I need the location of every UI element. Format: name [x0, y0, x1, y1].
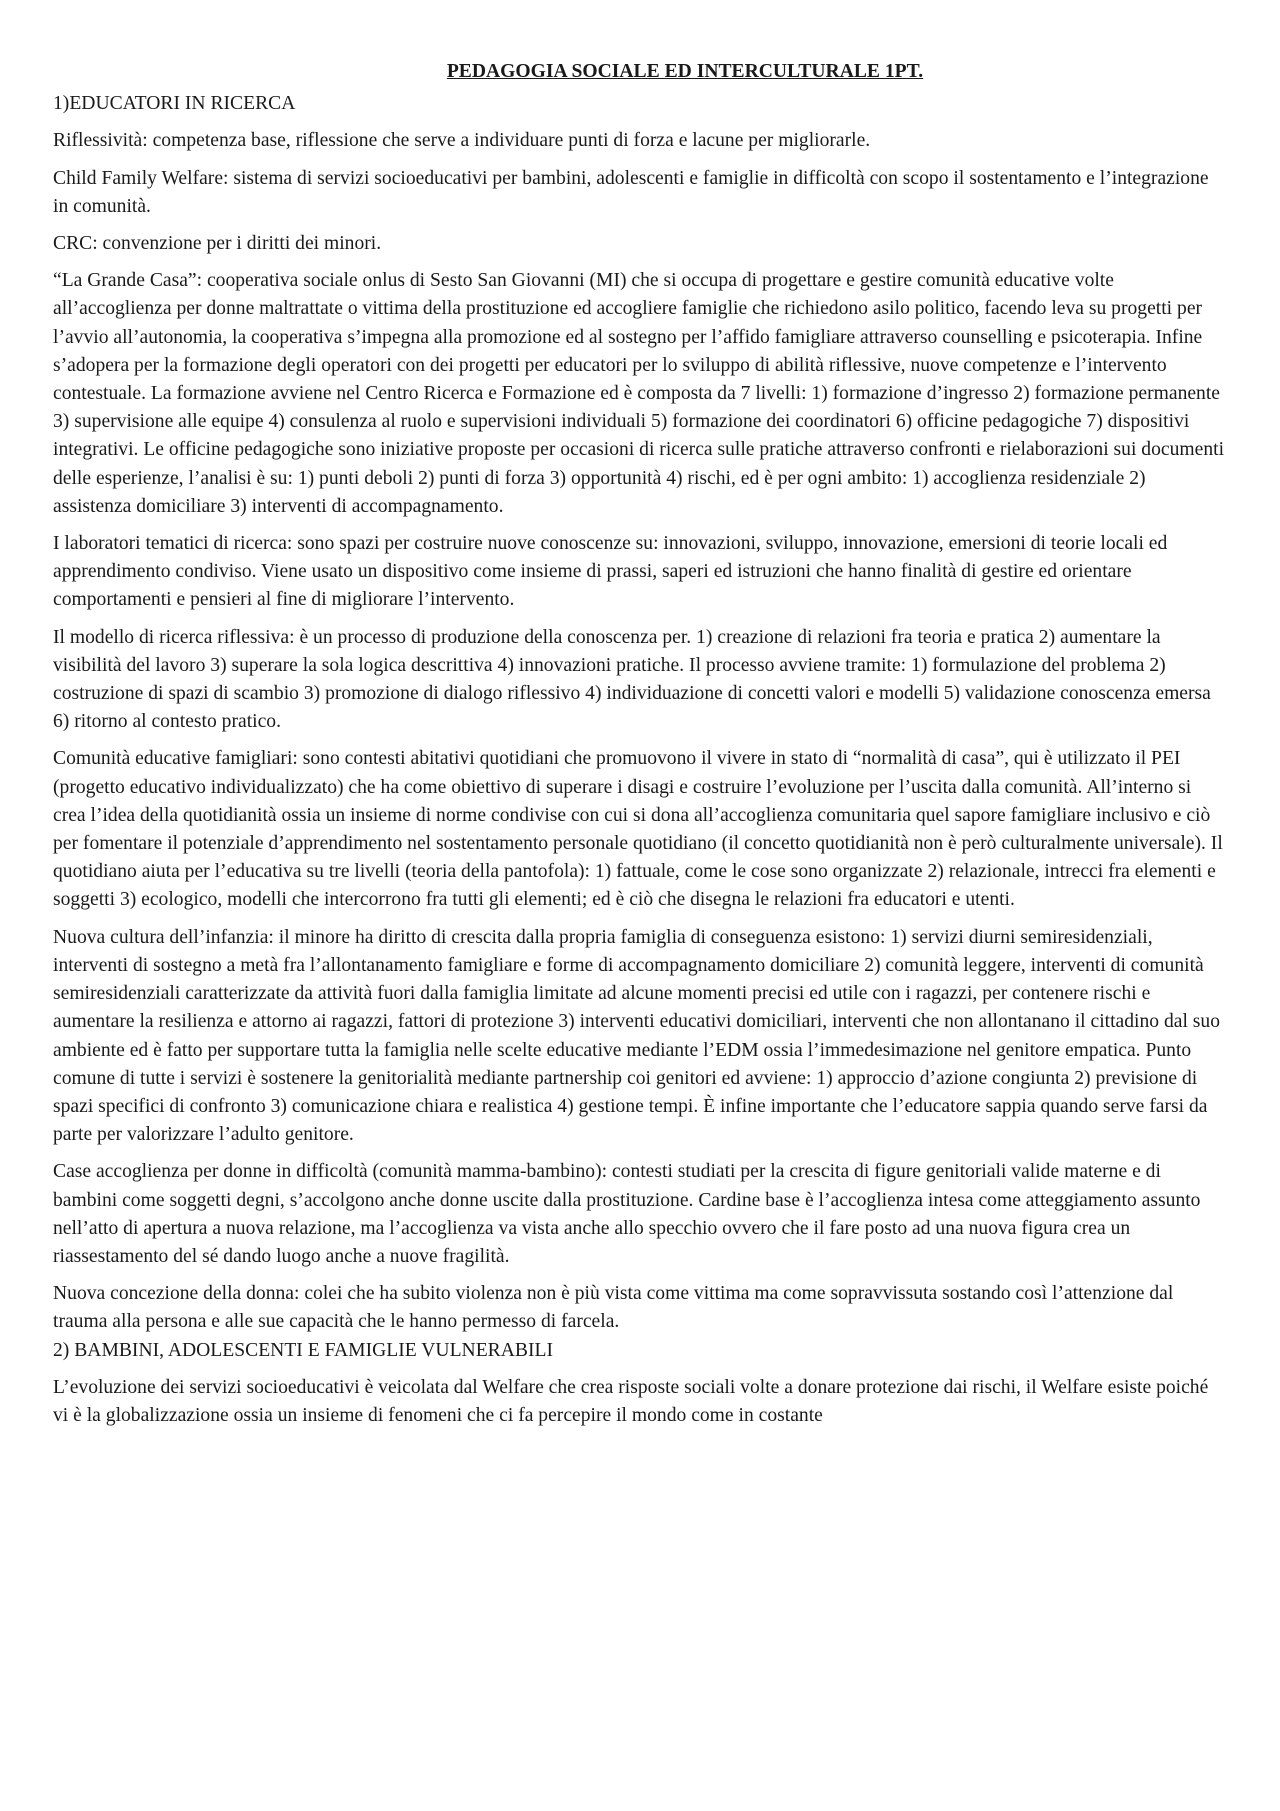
paragraph-child-family-welfare: Child Family Welfare: sistema di servizi socioeducativi per bambini, adolescenti e famiglie in difficoltà con scopo il sostentamento e l’integrazione in comunità.: [53, 167, 1209, 217]
section-bambini-adolescenti-famiglie: [53, 1337, 1227, 1431]
document-title: PEDAGOGIA SOCIALE ED INTERCULTURALE 1PT.: [446, 61, 924, 82]
paragraph-modello-ricerca-riflessiva: Il modello di ricerca riflessiva: è un processo di produzione della conoscenza per. 1) creazione di relazioni fra teoria e pratica 2) aumentare la visibilità del lavoro 3) superare la sola logica descrittiva 4) innovazioni pratiche. Il processo avviene tramite: 1) formulazione del problema 2) costruzione di spazi di scambio 3) promozione di dialogo riflessivo 4) individuazione di concetti valori e modelli 5) validazione conoscenza emersa 6) ritorno al contesto pratico.: [53, 626, 1211, 733]
paragraph-la-grande-casa: “La Grande Casa”: cooperativa sociale onlus di Sesto San Giovanni (MI) che si occupa di progettare e gestire comunità educative volte all’accoglienza per donne maltrattate o vittima della prostituzione ed accogliere famiglie che richiedono asilo politico, facendo leva su progetti per l’avvio all’autonomia, la cooperativa s’impegna alla promozione ed al sostegno per l’affido famigliare attraverso counselling e psicoterapia. Infine s’adopera per la formazione degli operatori con dei progetti per educatori per lo sviluppo di abilità riflessive, nuove competenze e l’intervento contestuale. La formazione avviene nel Centro Ricerca e Formazione ed è composta da 7 livelli: 1) formazione d’ingresso 2) formazione permanente 3) supervisione alle equipe 4) consulenza al ruolo e supervisioni individuali 5) formazione dei coordinatori 6) officine pedagogiche 7) dispositivi integrativi. Le officine pedagogiche sono iniziative proposte per occasioni di ricerca sulle pratiche attraverso confronti e rielaborazioni sui documenti delle esperienze, l’analisi è su: 1) punti deboli 2) punti di forza 3) opportunità 4) rischi, ed è per ogni ambito: 1) accoglienza residenziale 2) assistenza domiciliare 3) interventi di accompagnamento.: [53, 270, 1225, 517]
section-heading: 1)EDUCATORI IN RICERCA: [53, 93, 296, 115]
section-heading: 2) BAMBINI, ADOLESCENTI E FAMIGLIE VULNERABILI: [53, 1339, 553, 1361]
paragraph-laboratori-tematici: I laboratori tematici di ricerca: sono spazi per costruire nuove conoscenze su: innovazioni, sviluppo, innovazione, emersioni di teorie locali ed apprendimento condiviso. Viene usato un dispositivo come insieme di prassi, saperi ed istruzioni che hanno finalità di gestire ed orientare comportamenti e pensieri al fine di migliorare l’intervento.: [53, 533, 1168, 611]
paragraph-crc: CRC: convenzione per i diritti dei minori.: [53, 233, 382, 255]
section-educatori-in-ricerca: [53, 90, 1227, 1336]
paragraph-evoluzione-servizi: L’evoluzione dei servizi socioeducativi è veicolata dal Welfare che crea risposte sociali volte a donare protezione dai rischi, il Welfare esiste poiché vi è la globalizzazione ossia un insieme di fenomeni che ci fa percepire il mondo come in costante: [53, 1376, 1209, 1426]
paragraph-comunita-educative: Comunità educative famigliari: sono contesti abitativi quotidiani che promuovono il vivere in stato di “normalità di casa”, qui è utilizzato il PEI (progetto educativo individualizzato) che ha come obiettivo di superare i disagi e costruire l’evoluzione per l’uscita dalla comunità. All’interno si crea l’idea della quotidianità ossia un insieme di norme condivise con cui si dona all’accoglienza comunitaria quel sapore famigliare inclusivo e ciò per fomentare il potenziale d’apprendimento nel sostentamento personale quotidiano (il concetto quotidianità non è però culturalmente universale). Il quotidiano aiuta per l’educativa su tre livelli (teoria della pantofola): 1) fattuale, come le cose sono organizzate 2) relazionale, intrecci fra elementi e soggetti 3) ecologico, modelli che intercorrono fra tutti gli elementi; ed è ciò che disegna le relazioni fra educatori e utenti.: [53, 748, 1223, 911]
paragraph-nuova-concezione-donna: Nuova concezione della donna: colei che ha subito violenza non è più vista come vittima ma come sopravvissuta sostando così l’attenzione dal trauma alla persona e alle sue capacità che le hanno permesso di farcela.: [53, 1283, 1174, 1333]
paragraph-nuova-cultura-infanzia: Nuova cultura dell’infanzia: il minore ha diritto di crescita dalla propria famiglia di conseguenza esistono: 1) servizi diurni semiresidenziali, interventi di sostegno a metà fra l’allontanamento famigliare e forme di accompagnamento domiciliare 2) comunità leggere, interventi di comunità semiresidenziali caratterizzate da attività fuori dalla famiglia limitate ad alcune momenti precisi ed utile con i ragazzi, per contenere rischi e aumentare la resilienza e attorno ai ragazzi, fattori di protezione 3) interventi educativi domiciliari, interventi che non allontanano il cittadino dal suo ambiente ed è fatto per supportare tutta la famiglia nelle scelte educative mediante l’EDM ossia l’immedesimazione nel genitore empatica. Punto comune di tutte i servizi è sostenere la genitorialità mediante partnership coi genitori ed avviene: 1) approccio d’azione congiunta 2) previsione di spazi specifici di confronto 3) comunicazione chiara e realistica 4) gestione tempi. È infine importante che l’educatore sappia quando serve farsi da parte per valorizzare l’adulto genitore.: [53, 926, 1221, 1146]
paragraph-case-accoglienza: Case accoglienza per donne in difficoltà (comunità mamma-bambino): contesti studiati per la crescita di figure genitoriali valide materne e di bambini come soggetti degni, s’accolgono anche donne uscite dalla prostituzione. Cardine base è l’accoglienza intesa come atteggiamento assunto nell’atto di apertura a nuova relazione, ma l’accoglienza va vista anche allo specchio ovvero che il fare posto ad una nuova figura crea un riassestamento del sé dando luogo anche a nuove fragilità.: [53, 1161, 1201, 1267]
paragraph-riflessivita: Riflessività: competenza base, riflessione che serve a individuare punti di forza e lacune per migliorarle.: [53, 130, 871, 152]
